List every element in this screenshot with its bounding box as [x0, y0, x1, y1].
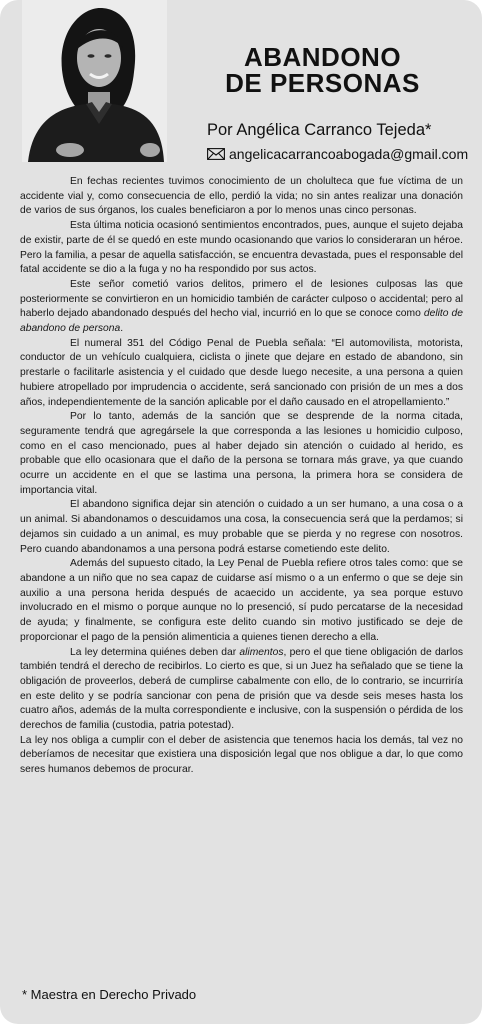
article-body [20, 175, 463, 778]
article-paragraph-4: El numeral 351 del Código Penal de Puebla señala: “El automovilista, motorista, conductor de un vehículo cualquiera, ciclista o jinete que dejare en estado de abandono, sin prestarle o facilitarle asistencia y el cuidado que desde luego necesite, a una persona a quien hubiere atropellado por imprudencia o accidente, será sancionado con prisión de un mes a dos años, independientemente de la sanción aplicable por el daño causado en el atropellamiento.” [20, 337, 463, 408]
article-paragraph-5: Por lo tanto, además de la sanción que se desprende de la norma citada, seguramente tendrá que agregársele la que corresponda a las lesiones u homicidio culposo, como en el caso mencionado, pues al haber dejado sin atención o cuidado al herido, es probable que ello ocasionara que el daño de la persona se tornara más grave, ya que cuando ocurre un accidente en el que se lastima una persona, la primera hora se considera de importancia vital. [20, 411, 463, 496]
article-paragraph-6: El abandono significa dejar sin atención o cuidado a un ser humano, a una cosa o a un animal. Si abandonamos o descuidamos una cosa, la consecuencia será que la perdamos; si dejamos sin cuidado a un animal, es muy probable que se pierda y no regrese con nosotros. Pero cuando abandonamos a una persona podrá estarse cometiendo este delito. [20, 499, 463, 555]
headline-line-2: DE PERSONAS [225, 68, 420, 98]
author-portrait-illustration [22, 0, 167, 162]
envelope-icon [207, 148, 225, 160]
article-paragraph-3 [20, 278, 463, 337]
author-credential-footnote: * Maestra en Derecho Privado [22, 987, 197, 1002]
paragraph-8-end: , pero el que tiene obligación de darlos también tendrá el derecho de recibirlos. Lo cierto es que, si un Juez ha señalado que se tiene la obligación de proveerlos, deberá de cumplirse cabalmente con ello, de lo contrario, se incurriría en este delito y se podría sancionar con pena de prisión que va desde seis meses hasta los cuatro años, además de la multa correspondiente e inclusive, con la suspensión o pérdida de los derechos de familia (custodia, patria potestad). [20, 646, 463, 732]
paragraph-3-text: Este señor cometió varios delitos, primero el de lesiones culposas las que posteriormente se convirtieron en un homicidio también de carácter culposo o accidental; pero al haberlo dejado abandonado después del hecho vial, incurrió en lo que se conoce como [20, 278, 463, 320]
headline-block [170, 44, 475, 96]
article-paragraph-9: La ley nos obliga a cumplir con el deber de asistencia que tenemos hacia los demás, tal vez no deberíamos de necesitar que existiera una disposición legal que nos obligue a dar, lo que como seres humanos debemos de procurar. [20, 734, 463, 776]
paragraph-8-emphasis: alimentos [239, 646, 284, 658]
article-paragraph-2: Esta última noticia ocasionó sentimientos encontrados, pues, aunque el sujeto dejaba de existir, parte de él se quedó en este mundo ocasionando que varios lo consideraran un héroe. Pero la familia, a pesar de aquella satisfacción, se encuentra devastada, pues el responsable del fatal accidente se dio a la fuga y no ha respondido por sus actos. [20, 220, 463, 276]
author-byline: Por Angélica Carranco Tejeda* [207, 121, 432, 139]
paragraph-3-end: . [120, 323, 124, 335]
paragraph-3-emphasis: delito de abandono de persona [20, 308, 463, 335]
article-paragraph-7: Además del supuesto citado, la Ley Penal de Puebla refiere otros tales como: que se abandone a un niño que no sea capaz de cuidarse así mismo o a un enfermo o que se deje sin auxilio a una persona herida después de acaecido un accidente, ya sea porque estuvo involucrado en el mismo o porque aunque no lo presenció, sí pudo percatarse de la necesidad de ayuda; y finalmente, se configura este delito cuando sin motivo justificado se deje de proporcionar el pago de la pensión alimenticia a quienes tienen derecho a ella. [20, 558, 463, 643]
author-email-row [207, 146, 468, 162]
author-photo [22, 0, 167, 162]
headline-line-1: ABANDONO [243, 42, 402, 72]
article-paragraph-1: En fechas recientes tuvimos conocimiento de un cholulteca que fue víctima de un accidente vial y, como consecuencia de ello, perdió la vida; no sin antes realizar una donación de varios de sus órganos, los cuales beneficiaron a por lo menos unas cinco personas. [20, 176, 463, 217]
paragraph-8-text: La ley determina quiénes deben dar [70, 646, 240, 658]
author-email: angelicacarrancoabogada@gmail.com [229, 146, 469, 162]
article-paragraph-8 [20, 646, 463, 734]
